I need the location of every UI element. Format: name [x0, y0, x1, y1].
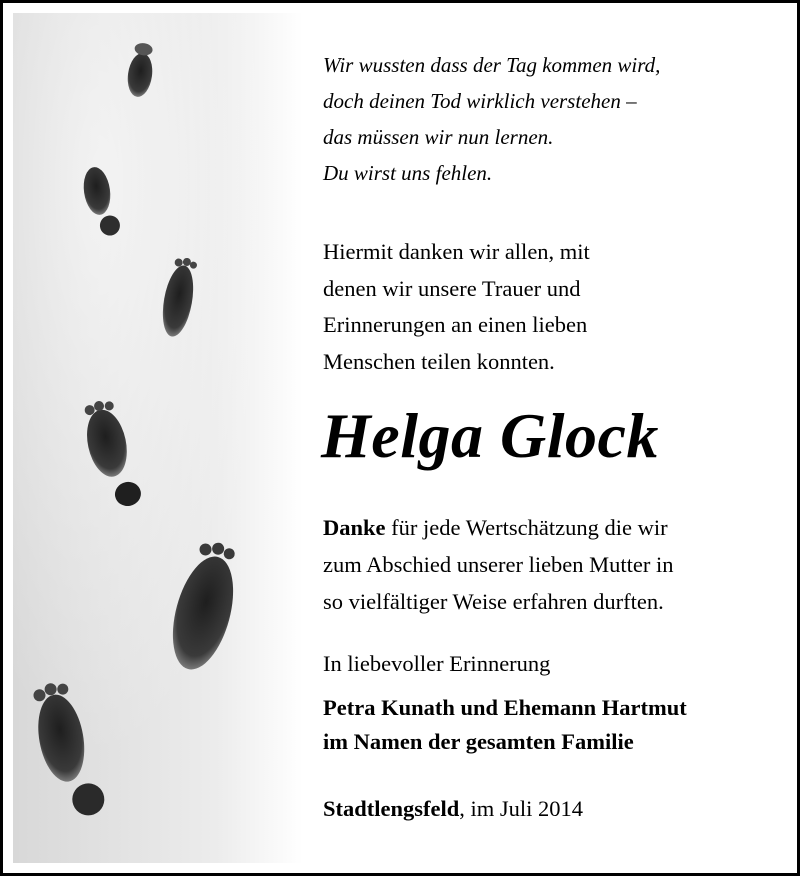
danke-paragraph [323, 509, 674, 620]
signers [323, 691, 687, 759]
memory-line: In liebevoller Erinnerung [323, 651, 551, 676]
thanks-paragraph [323, 234, 590, 380]
footprint [30, 677, 107, 821]
poem-line: Du wirst uns fehlen. [323, 161, 493, 185]
danke-word: Danke [323, 515, 386, 540]
footprints-illustration [13, 13, 303, 863]
danke-line: so vielfältiger Weise erfahren durften. [323, 589, 664, 614]
poem-line: Wir wussten dass der Tag kommen wird, [323, 53, 661, 77]
poem-line: doch deinen Tod wirklich verstehen – [323, 89, 637, 113]
footprint [81, 165, 121, 239]
poem-line: das müssen wir nun lernen. [323, 125, 554, 149]
place-date [323, 792, 583, 826]
deceased-name: Helga Glock [321, 400, 659, 471]
danke-line [323, 509, 674, 546]
date-text: , im Juli 2014 [459, 796, 584, 821]
footprint [125, 42, 156, 99]
signers-line: im Namen der gesamten Familie [323, 729, 634, 754]
thanks-line: Erinnerungen an einen lieben [323, 312, 588, 337]
thanks-line: Menschen teilen konnten. [323, 348, 555, 374]
danke-line: zum Abschied unserer lieben Mutter in [323, 552, 674, 577]
thanks-line: Hiermit danken wir allen, mit [323, 239, 590, 264]
footprints-photo [13, 13, 303, 863]
danke-line-rest: für jede Wertschätzung die wir [385, 515, 668, 540]
signers-line: Petra Kunath und Ehemann Hartmut [323, 695, 687, 720]
footprint [162, 536, 248, 676]
place-name: Stadtlengsfeld [323, 796, 460, 821]
footprint [79, 396, 143, 511]
footprint [158, 255, 199, 339]
thanks-line: denen wir unsere Trauer und [323, 275, 581, 301]
poem [323, 47, 660, 191]
